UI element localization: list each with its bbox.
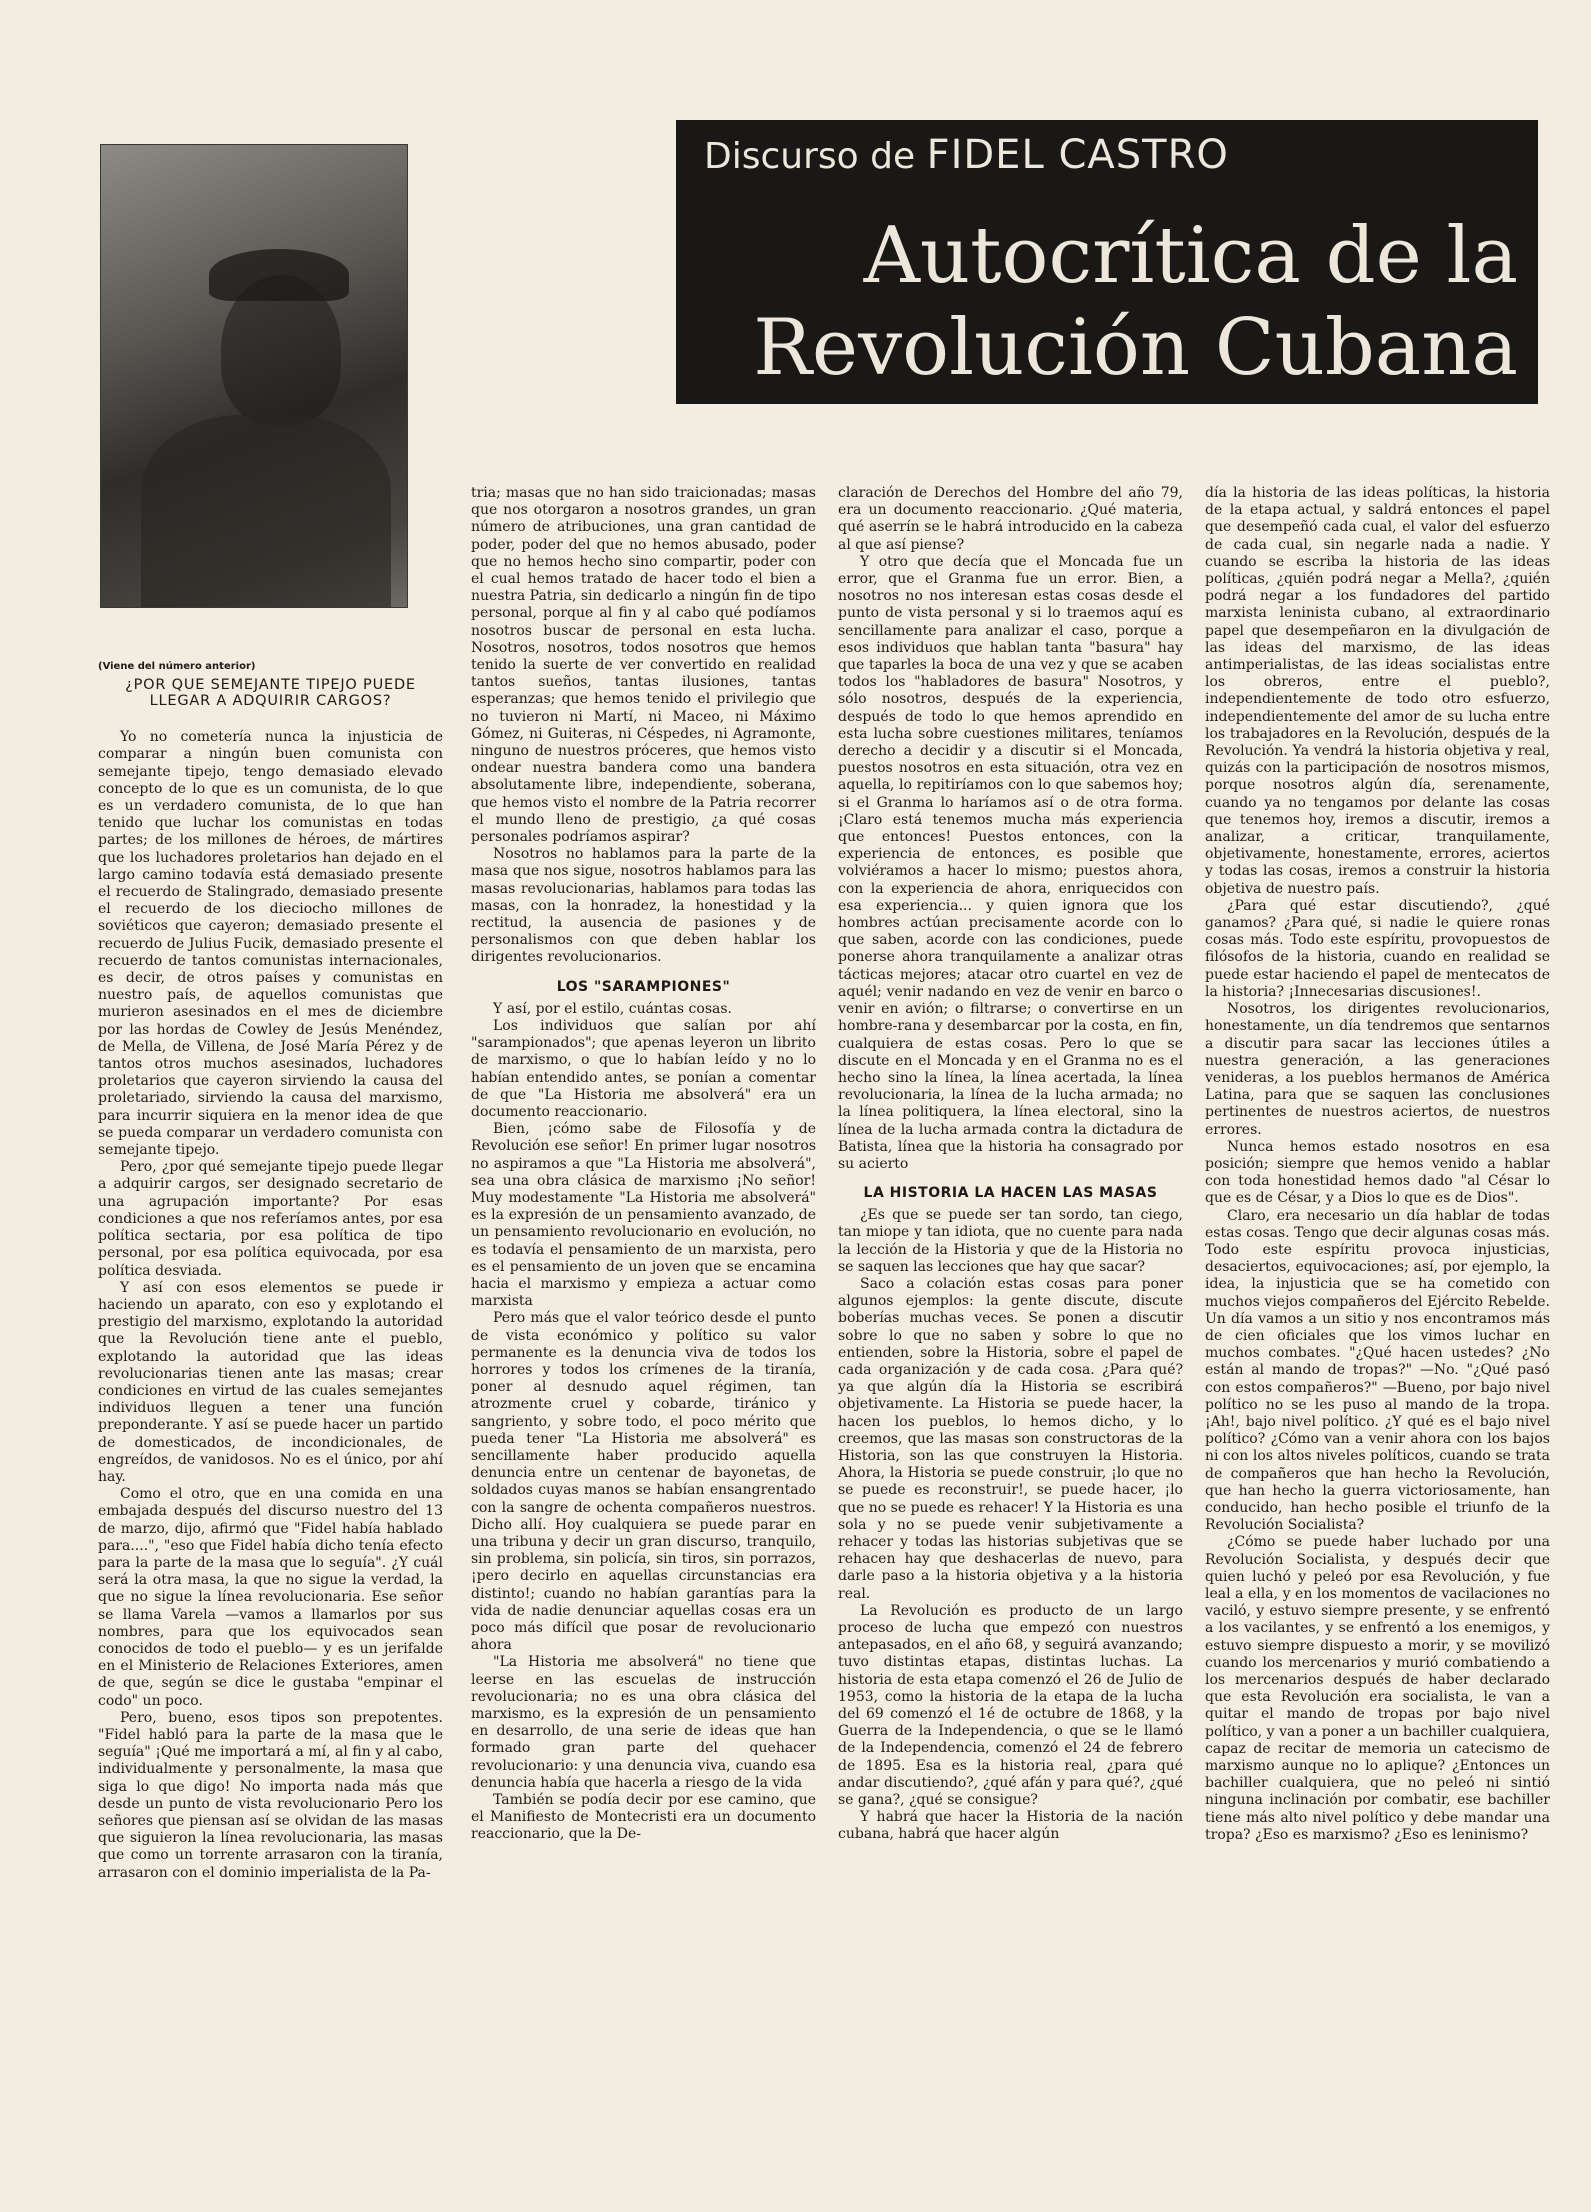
paragraph: Nunca hemos estado nosotros en esa posición; siempre que hemos venido a hablar con toda honestidad hemos dado "al César lo que es de César, y a Dios lo que es de Dios". bbox=[1205, 1138, 1550, 1207]
section-heading-historia: LA HISTORIA LA HACEN LAS MASAS bbox=[863, 1185, 1158, 1202]
paragraph: ¿Es que se puede ser tan sordo, tan ciego, tan miope y tan idiota, que no cuente para nada la lección de la Historia y que de la Historia no se saquen las lecciones que hay que sacar? bbox=[838, 1207, 1183, 1275]
paragraph: Nosotros no hablamos para la parte de la masa que nos sigue, nosotros hablamos para las masas revolucionarias, hablamos para todas las masas, con la honradez, la honestidad y la rectitud, la ausencia de pasiones y de personalismos con que deben hablar los dirigentes revolucionarios. bbox=[471, 846, 816, 966]
paragraph: tria; masas que no han sido traicionadas; masas que nos otorgaron a nosotros grandes, un gran número de atribuciones, una gran cantidad de poder, poder del que no hemos abusado, poder que no hemos hecho sino compartir, poder con el cual hemos tratado de hacer todo el bien a nuestra Patria, sin dedicarlo a ningún fin de tipo personal, porque al fin y al cabo qué podíamos nosotros buscar de personal en esta lucha. Nosotros, nosotros, todos nosotros que hemos tenido la suerte de ver convertido en realidad tantos sueños, tantas ilusiones, tantas esperanzas; que hemos tenido el privilegio que no tuvieron ni Martí, ni Maceo, ni Máximo Gómez, ni Guiteras, ni Céspedes, ni Agramonte, ninguno de nuestros próceres, que hemos visto ondear nuestra bandera como una bandera absolutamente libre, independiente, soberana, que hemos visto el nombre de la Patria recorrer el mundo lleno de prestigio, ¿a qué cosas personales podríamos aspirar? bbox=[471, 485, 816, 846]
paragraph: Claro, era necesario un día hablar de todas estas cosas. Tengo que decir algunas cosas más. Todo este espíritu provoca injusticias, desaciertos, equivocaciones; así, por ejemplo, la idea, la injusticia que se ha cometido con muchos viejos compañeros del Ejército Rebelde. Un día vamos a un sitio y nos encontramos más de cien oficiales que los vimos luchar en muchos combates. "¿Qué hacen ustedes? ¿No están al mando de tropas?" —No. "¿Qué pasó con estos compañeros?" —Bueno, por bajo nivel político no se les puso al mando de la tropa. ¡Ah!, bajo nivel político. ¿Y qué es el bajo nivel político? ¿Cómo van a venir ahora con los bajos ni con los altos niveles políticos, cuando se trata de compañeros que han hecho la Revolución, que han hecho la guerra victoriosamente, han conducido, han hecho posible el triunfo de la Revolución Socialista? bbox=[1205, 1207, 1550, 1534]
column-2 bbox=[471, 485, 816, 2170]
paragraph: Saco a colación estas cosas para poner algunos ejemplos: la gente discute, discute boberías muchas veces. Se ponen a discutir sobre lo que no saben y sobre lo que no entienden, sobre la Historia, sobre el papel de cada organización y de cada cosa. ¿Para qué? ya que algún día la Historia se escribirá objetivamente. La Historia se puede hacer, la hacen los pueblos, lo hemos dicho, y lo creemos, que las masas son constructoras de la Historia, son las que construyen la Historia. Ahora, la Historia se puede construir, ¡lo que no se puede es reconstruir!, se puede hacer, ¡lo que no se puede es rehacer! Y la Historia es una sola y no se puede venir subjetivamente a rehacer y todas las historias subjetivas que se rehacen hay que deshacerlas de nuevo, para darle paso a la historia objetiva y a la historia real. bbox=[838, 1275, 1183, 1602]
paragraph: Nosotros, los dirigentes revolucionarios, honestamente, un día tendremos que sentarnos a discutir para sacar las lecciones útiles a nuestra generación, a las generaciones venideras, a los pueblos hermanos de América Latina, para que se saquen las conclusiones pertinentes de nuestros aciertos, de nuestros errores. bbox=[1205, 1001, 1550, 1138]
paragraph: Pero más que el valor teórico desde el punto de vista económico y político su valor permanente es la denuncia viva de todos los horrores y todos los crímenes de la tiranía, poner al desnudo aquel régimen, tan atrozmente cruel y cobarde, tiránico y sangriento, y sobre todo, el poco mérito que pueda tener "La Historia me absolverá" es sencillamente haber producido aquella denuncia entre un centenar de bayonetas, de soldados cuyas manos se habían ensangrentado con la sangre de ochenta compañeros nuestros. Dicho allí. Hoy cualquiera se puede parar en una tribuna y decir un gran discurso, tranquilo, sin problema, sin policía, sin tiros, sin porrazos, ¡pero decirlo en aquellas circunstancias era distinto!; cuando no habían garantías para la vida de nadie denunciar aquellas cosas era un poco más difícil que posar de revolucionario ahora bbox=[471, 1310, 816, 1654]
kicker-text: Discurso de bbox=[704, 136, 916, 177]
paragraph: día la historia de las ideas políticas, la historia de la etapa actual, y saldrá entonces el papel que desempeñó cada cual, el valor del esfuerzo de cada cual, sin negarle nada a nadie. Y cuando se escriba la historia de las ideas políticas, ¿quién podrá negar a Mella?, ¿quién podrá negar a los fundadores del partido marxista leninista cubano, al extraordinario papel que desempeñaron en la divulgación de las ideas del marxismo, de las ideas antimperialistas, de las ideas socialistas entre los obreros, entre el pueblo?, independientemente de todo otro esfuerzo, independientemente del amor de su lucha entre los trabajadores en la Revolución, después de la Revolución. Ya vendrá la historia objetiva y real, quizás con la participación de nosotros mismos, porque nosotros algún día, serenamente, cuando ya no tengamos por delante las cosas que tenemos hoy, iremos a discutir, iremos a analizar, a criticar, tranquilamente, objetivamente, honestamente, errores, aciertos y todas las cosas, iremos a construir la historia objetiva de nuestro país. bbox=[1205, 485, 1550, 897]
portrait-photo-icon bbox=[100, 144, 408, 608]
paragraph: También se podía decir por ese camino, que el Manifiesto de Montecristi era un documento reaccionario, que la De- bbox=[471, 1792, 816, 1843]
speaker-name: FIDEL CASTRO bbox=[926, 132, 1229, 178]
continued-note: (Viene del número anterior) bbox=[98, 661, 256, 672]
paragraph: Como el otro, que en una comida en una embajada después del discurso nuestro del 13 de marzo, dijo, afirmó que "Fidel había hablado para....", "eso que Fidel había dicho tenía efecto para la parte de la masa que lo seguía". ¿Y cuál será la otra masa, la que no sigue la verdad, la que no sigue la línea revolucionaria. Ese señor se llama Varela —vamos a llamarlos por sus nombres, para que los equivocados sean conocidos de todo el pueblo— y es un jerifalde en el Ministerio de Relaciones Exteriores, amen de que, según se dice le gustaba "empinar el codo" un poco. bbox=[98, 1486, 443, 1709]
paragraph: Y otro que decía que el Moncada fue un error, que el Granma fue un error. Bien, a nosotros no nos interesan estas cosas desde el punto de vista personal y si lo traemos aquí es sencillamente para analizar el caso, porque a esos individuos que hablan tanta "basura" hay que taparles la boca de una vez y que se acaben todos los "habladores de basura" Nosotros, y sólo nosotros, después de la experiencia, después de todo lo que hemos aprendido en esta lucha sobre cuestiones militares, teníamos derecho a decidir y a discutir si el Moncada, puestos nosotros en esta situación, otra vez en aquella, lo repitiríamos con lo que sabemos hoy; si el Granma lo haríamos así o de otra forma. ¡Claro está tenemos mucha más experiencia que entonces! Puestos entonces, con la experiencia de entonces, es posible que volviéramos a hacer lo mismo; puestos ahora, con la experiencia de ahora, enriquecidos con esa experiencia... y quien ignora que los hombres actúan precisamente acorde con lo que saben, acorde con las condiciones, puede ponerse ahora tranquilamente a analizar otras tácticas mejores; atacar otro cuartel en vez de aquél; venir nadando en vez de venir en barco o venir en avión; o filtrarse; o convertirse en un hombre-rana y desembarcar por la costa, en fin, cualquiera de estas cosas. Pero lo que se discute en el Moncada y en el Granma no es el hecho sino la línea, la línea acertada, la línea revolucionaria, la línea de la lucha armada; no la línea politiquera, la línea electoral, sino la línea de la lucha armada contra la dictadura de Batista, línea que la historia ha consagrado por su acierto bbox=[838, 553, 1183, 1172]
paragraph: Yo no cometería nunca la injusticia de comparar a ningún buen comunista con semejante tipejo, tengo demasiado elevado concepto de lo que es un comunista, de lo que es un verdadero comunista, de lo que han tenido que luchar los comunistas en todas partes; de los millones de héroes, de mártires que los luchadores proletarios han dejado en el largo camino todavía está demasiado presente el recuerdo de Stalingrado, demasiado presente el recuerdo de los dieciocho millones de soviéticos que cayeron; demasiado presente el recuerdo de Julius Fucik, demasiado presente el recuerdo de tantos comunistas internacionales, es decir, de otros países y comunistas en nuestro país, de aquellos comunistas que murieron asesinados en el mes de diciembre por las hordas de Cowley de Jesús Menéndez, de Mella, de Villena, de José María Pérez y de tantos otros muchos asesinados, luchadores proletarios que cayeron sirviendo la causa del proletariado, sirviendo la causa del marxismo, para incurrir siquiera en la menor idea de que se pueda comparar un verdadero comunista con semejante tipejo. bbox=[98, 729, 443, 1159]
title-line-2: Revolución Cubana bbox=[753, 303, 1518, 393]
column-3 bbox=[838, 485, 1183, 2170]
paragraph: Bien, ¡cómo sabe de Filosofía y de Revolución ese señor! En primer lugar nosotros no aspiramos a que "La Historia me absolverá", sea una obra clásica de marxismo ¡No señor! Muy modestamente "La Historia me absolverá" es la expresión de un pensamiento avanzado, de un pensamiento revolucionario en evolución, no es todavía el pensamiento de un marxista, pero es el pensamiento de un joven que se encamina hacia el marxismo y empieza a actuar como marxista bbox=[471, 1121, 816, 1310]
column-subhead: ¿POR QUE SEMEJANTE TIPEJO PUEDE LLEGAR A ADQUIRIR CARGOS? bbox=[125, 677, 416, 710]
header-kicker bbox=[704, 132, 1229, 178]
title-line-1: Autocrítica de la bbox=[863, 211, 1518, 301]
paragraph: claración de Derechos del Hombre del año 79, era un documento reaccionario. ¿Qué materia, qué aserrín se le habrá introducido en la cabeza al que así piense? bbox=[838, 485, 1183, 553]
paragraph: Y así, por el estilo, cuántas cosas. bbox=[493, 1000, 732, 1017]
paragraph: Y habrá que hacer la Historia de la nación cubana, habrá que hacer algún bbox=[838, 1809, 1183, 1843]
section-heading-sarampiones: LOS "SARAMPIONES" bbox=[556, 978, 731, 995]
paragraph: Pero, bueno, esos tipos son prepotentes. "Fidel habló para la parte de la masa que le seguía" ¡Qué me importará a mí, al fin y al cabo, individualmente y personalmente, la masa que siga lo que digo! No importa nada más que desde un punto de vista revolucionario Pero los señores que piensan así se olvidan de las masas que siguieron la línea revolucionaria, las masas que como un torrente arrasaron con la tiranía, arrasaron con el dominio imperialista de la Pa- bbox=[98, 1709, 443, 1881]
paragraph: "La Historia me absolverá" no tiene que leerse en las escuelas de instrucción revolucionaria; no es una obra clásica del marxismo, es la expresión de un pensamiento en desarrollo, de una serie de ideas que han formado gran parte del quehacer revolucionario: y una denuncia viva, cuando esa denuncia había que hacerla a riesgo de la vida bbox=[471, 1654, 816, 1791]
column-1 bbox=[98, 658, 443, 2175]
column-4 bbox=[1205, 485, 1550, 2170]
paragraph: Y así con esos elementos se puede ir haciendo un aparato, con eso y explotando el prestigio del marxismo, explotando la autoridad que la Revolución tiene ante el pueblo, explotando la autoridad que las ideas revolucionarias tienen ante las masas; crear condiciones en virtud de las cuales semejantes individuos lleguen a tener una función preponderante. Y así se puede hacer un partido de domesticados, de incondicionales, de engreídos, de vanidosos. No es el único, por ahí hay. bbox=[98, 1279, 443, 1485]
article-header bbox=[676, 120, 1538, 404]
article-title bbox=[676, 210, 1518, 394]
paragraph: ¿Cómo se puede haber luchado por una Revolución Socialista, y después decir que quien luchó y peleó por esa Revolución, y fue leal a ella, y en los momentos de vacilaciones no vaciló, y estuvo siempre presente, y se enfrentó a los vacilantes, y se enfrentó a los enemigos, y estuvo siempre dispuesto a morir, y se movilizó cuando los mercenarios y murió combatiendo a los mercenarios después de haber declarado que esta Revolución era socialista, le van a quitar el mando de tropas por bajo nivel político, y van a poner a un bachiller cualquiera, capaz de recitar de memoria un catecismo de marxismo aunque no lo aplique? ¿Entonces un bachiller cualquiera, que no peleó ni sintió ninguna inclinación por combatir, ese bachiller tiene más alto nivel político y debe mandar una tropa? ¿Eso es marxismo? ¿Eso es leninismo? bbox=[1205, 1534, 1550, 1843]
paragraph: La Revolución es producto de un largo proceso de lucha que empezó con nuestros antepasados, en el año 68, y seguirá avanzando; tuvo distintas etapas, distintas luchas. La historia de esta etapa comenzó el 26 de Julio de 1953, como la historia de la etapa de la lucha del 69 comenzó el 1é de octubre de 1868, y la Guerra de la Independencia, o que se le llamó de la Independencia, comenzó el 24 de febrero de 1895. Esa es la historia real, ¿para qué andar discutiendo?, ¿qué afán y para qué?, ¿qué se gana?, ¿qué se consigue? bbox=[838, 1602, 1183, 1809]
paragraph: ¿Para qué estar discutiendo?, ¿qué ganamos? ¿Para qué, si nadie le quiere ronas cosas más. Todo este espíritu, provopuestos de filósofos de la historia, cuando en realidad se puede estar haciendo el papel de mentecatos de la historia? ¡Innecesarias discusiones!. bbox=[1205, 897, 1550, 1000]
paragraph: Los individuos que salían por ahí "sarampionados"; que apenas leyeron un librito de marxismo, o que lo habían leído y no lo habían entendido antes, se ponían a comentar de que "La Historia me absolverá" era un documento reaccionario. bbox=[471, 1017, 816, 1120]
paragraph: Pero, ¿por qué semejante tipejo puede llegar a adquirir cargos, ser designado secretario de una agrupación importante? Por esas condiciones a que nos referíamos antes, por esa política sectaria, por esa política de tipo personal, por esa política equivocada, por esa política desviada. bbox=[98, 1159, 443, 1279]
